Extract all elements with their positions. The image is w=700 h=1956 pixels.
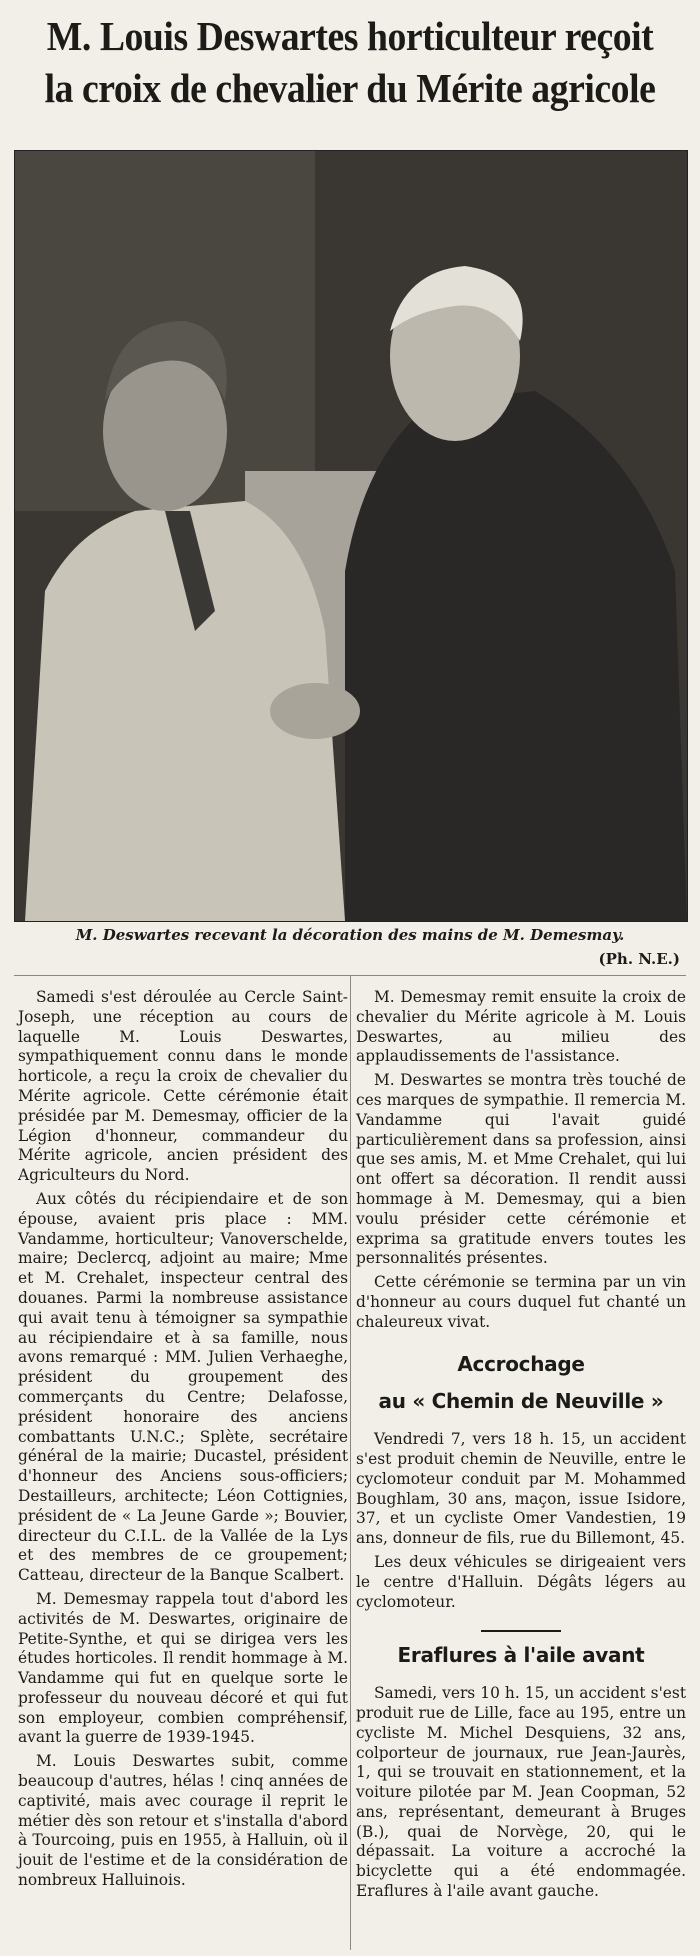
story2-title: Accrochage: [457, 1351, 585, 1376]
article-paragraph: M. Louis Deswartes subit, comme beaucoup d'autres, hélas ! cinq années de captivité, mais avec courage il reprit le métier dès son retour et s'installa d'abord à Tourcoing, puis en 1955, à Halluin, où il jouit de l'estime et de la considération de nombreux Halluinois.: [18, 1752, 348, 1890]
headline: [41, 10, 659, 114]
story2-paragraph: Les deux véhicules se dirigeaient vers le centre d'Halluin. Dégâts légers au cyclomoteur.: [356, 1552, 686, 1611]
article-paragraph: M. Demesmay rappela tout d'abord les activités de M. Deswartes, originaire de Petite-Synthe, et qui se dirigea vers les études horticoles. Il rendit hommage à M. Vandamme qui fut en quelque sorte le professeur du nouveau décoré et qui fut son employeur, combien compréhensif, avant la guerre de 1939-1945.: [18, 1589, 348, 1747]
story3-paragraph: Samedi, vers 10 h. 15, un accident s'est produit rue de Lille, face au 195, entre un cycliste M. Michel Desquiens, 32 ans, colporteur de journaux, rue Jean-Jaurès, 1, qui se trouvait en stationnement, et la voiture pilotée par M. Jean Coopman, 52 ans, représentant, demeurant à Bruges (B.), quai de Norvège, 20, qui le dépassait. La voiture a accroché la bicyclette qui a été endommagée. Eraflures à l'aile avant gauche.: [356, 1684, 686, 1901]
column-divider: [350, 975, 351, 1950]
photo-credit: (Ph. N.E.): [598, 950, 680, 968]
article-paragraph: Cette cérémonie se termina par un vin d'honneur au cours duquel fut chanté un chaleureux vivat.: [356, 1273, 686, 1331]
article-paragraph: Aux côtés du récipiendaire et de son épouse, avaient pris place : MM. Vandamme, horticulteur; Vanoverschelde, maire; Declercq, adjoint au maire; Mme et M. Crehalet, inspecteur central des douanes. Parmi la nombreuse assistance qui avait tenu à témoigner sa sympathie au récipiendaire et à sa famille, nous avons remarqué : MM. Julien Verhaeghe, président du groupement des commerçants du Centre; Delafosse, président honoraire des anciens combattants U.N.C.; Splète, secrétaire général de la mairie; Ducastel, président d'honneur des Anciens sous-officiers; Destailleurs, architecte; Léon Cottignies, président de « La Jeune Garde »; Bouvier, directeur du C.I.L. de la Vallée de la Lys et des membres de ce groupement; Catteau, directeur de la Banque Scalbert.: [18, 1189, 348, 1585]
article-paragraph: Samedi s'est déroulée au Cercle Saint-Joseph, une réception au cours de laquelle M. Louis Deswartes, sympathiquement connu dans le monde horticole, a reçu la croix de chevalier du Mérite agricole. Cette cérémonie était présidée par M. Demesmay, officier de la Légion d'honneur, commandeur du Mérite agricole, ancien président des Agriculteurs du Nord.: [18, 988, 348, 1185]
headline-line-1: M. Louis Deswartes horticulteur reçoit: [46, 13, 654, 59]
story2-paragraph: Vendredi 7, vers 18 h. 15, un accident s'est produit chemin de Neuville, entre le cyclomoteur conduit par M. Mohammed Boughlam, 30 ans, maçon, issue Isidore, 37, et un cycliste Omer Vandestien, 19 ans, donneur de fils, rue du Billemont, 45.: [356, 1430, 686, 1548]
section-rule: [481, 1630, 561, 1632]
article-column-left: [18, 988, 348, 1895]
headline-line-2: la croix de chevalier du Mérite agricole: [44, 65, 656, 111]
story2-subtitle: au « Chemin de Neuville »: [378, 1389, 664, 1414]
photo-caption: M. Deswartes recevant la décoration des mains de M. Demesmay.: [75, 926, 625, 944]
article-paragraph: M. Deswartes se montra très touché de ces marques de sympathie. Il remercia M. Vandamme qui l'avait guidé particulièrement dans sa profession, ainsi que ses amis, M. et Mme Crehalet, qui lui ont offert sa décoration. Il rendit aussi hommage à M. Demesmay, qui a bien voulu présider cette cérémonie et exprima sa gratitude envers toutes les personnalités présentes.: [356, 1071, 686, 1268]
article-column-right: [356, 988, 686, 1906]
news-photo: [14, 150, 688, 922]
photo-illustration: [15, 151, 687, 921]
article-paragraph: M. Demesmay remit ensuite la croix de chevalier du Mérite agricole à M. Louis Deswartes, au milieu des applaudissements de l'assistance.: [356, 988, 686, 1066]
story3-title: Eraflures à l'aile avant: [397, 1643, 645, 1668]
